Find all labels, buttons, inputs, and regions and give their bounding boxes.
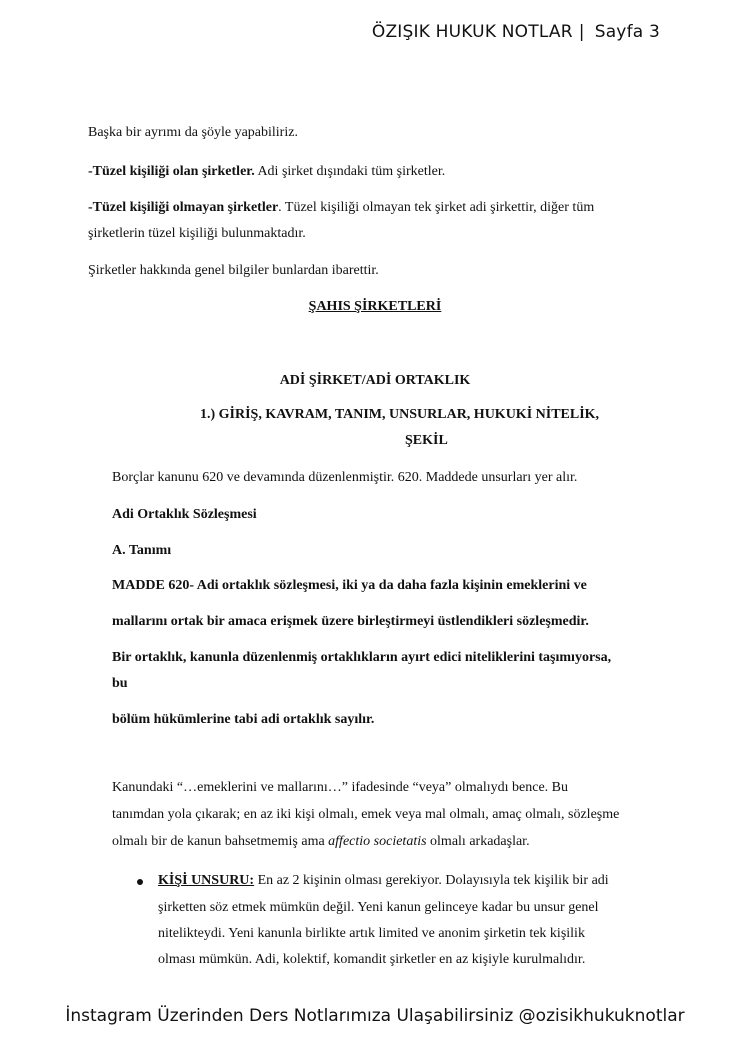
- bullet-label: KİŞİ UNSURU:: [158, 873, 255, 888]
- bullet-line-1-text: En az 2 kişinin olması gerekiyor. Dolayısıyla tek kişilik bir adi: [254, 873, 609, 888]
- item-non-legal-entity-line2: şirketlerin tüzel kişiliği bulunmaktadır.: [88, 226, 306, 241]
- definition-title: A. Tanımı: [112, 543, 172, 558]
- bullet-icon: [137, 879, 143, 885]
- page-number: Sayfa 3: [594, 22, 660, 42]
- bullet-line-4: olması mümkün. Adi, kolektif, komandit şirketler en az kişiyle kurulmalıdır.: [158, 952, 586, 967]
- comment-line-3: [112, 833, 530, 851]
- subheading: ADİ ŞİRKET/ADİ ORTAKLIK: [279, 373, 471, 388]
- article-line-1: MADDE 620- Adi ortaklık sözleşmesi, iki ya da daha fazla kişinin emeklerini ve: [112, 578, 587, 593]
- numbered-heading-line1: 1.) GİRİŞ, KAVRAM, TANIM, UNSURLAR, HUKUKİ NİTELİK,: [200, 407, 600, 422]
- intro-paragraph: Başka bir ayrımı da şöyle yapabiliriz.: [88, 125, 298, 140]
- article-line-4: bu: [112, 676, 128, 691]
- page-header: [372, 22, 660, 42]
- article-line-2: mallarını ortak bir amaca erişmek üzere birleştirmeyi üstlendikleri sözleşmedir.: [112, 614, 589, 629]
- header-title: ÖZIŞIK HUKUK NOTLAR: [371, 22, 573, 42]
- bullet-line-2: şirketten söz etmek mümkün değil. Yeni kanun gelinceye kadar bu unsur genel: [158, 900, 599, 915]
- article-line-5: bölüm hükümlerine tabi adi ortaklık sayılır.: [112, 712, 375, 727]
- item-non-legal-entity-term: -Tüzel kişiliği olmayan şirketler: [88, 200, 279, 215]
- item-non-legal-entity-text: . Tüzel kişiliği olmayan tek şirket adi şirkettir, diğer tüm: [278, 200, 595, 215]
- contract-title: Adi Ortaklık Sözleşmesi: [112, 507, 257, 522]
- bullet-line-3: nitelikteydi. Yeni kanunla birlikte artık limited ve anonim şirketin tek kişilik: [158, 926, 585, 941]
- item-legal-entity: [88, 163, 445, 181]
- item-non-legal-entity: [88, 199, 594, 217]
- comment-line-3-start: olmalı bir de kanun bahsetmemiş ama: [112, 834, 329, 849]
- law-reference: Borçlar kanunu 620 ve devamında düzenlenmiştir. 620. Maddede unsurları yer alır.: [112, 470, 578, 485]
- page-footer: İnstagram Üzerinden Ders Notlarımıza Ulaşabilirsiniz @ozisikhukuknotlar: [65, 1006, 685, 1026]
- article-line-3: Bir ortaklık, kanunla düzenlenmiş ortaklıkların ayırt edici niteliklerini taşımıyorsa,: [112, 650, 612, 665]
- comment-line-2: tanımdan yola çıkarak; en az iki kişi olmalı, emek veya mal olmalı, amaç olmalı, sözleşme: [112, 807, 620, 822]
- numbered-heading-line2: ŞEKİL: [405, 433, 448, 448]
- comment-line-1: Kanundaki “…emeklerini ve mallarını…” ifadesinde “veya” olmalıydı bence. Bu: [112, 780, 568, 795]
- header-separator: |: [578, 22, 585, 42]
- section-heading: ŞAHIS ŞİRKETLERİ: [308, 299, 442, 314]
- bullet-line-1: [158, 872, 609, 890]
- summary-paragraph: Şirketler hakkında genel bilgiler bunlardan ibarettir.: [88, 263, 379, 278]
- item-legal-entity-term: -Tüzel kişiliği olan şirketler.: [88, 164, 255, 179]
- comment-line-3-end: olmalı arkadaşlar.: [426, 834, 530, 849]
- item-legal-entity-text: Adi şirket dışındaki tüm şirketler.: [254, 164, 446, 179]
- affectio-societatis-term: affectio societatis: [328, 834, 427, 849]
